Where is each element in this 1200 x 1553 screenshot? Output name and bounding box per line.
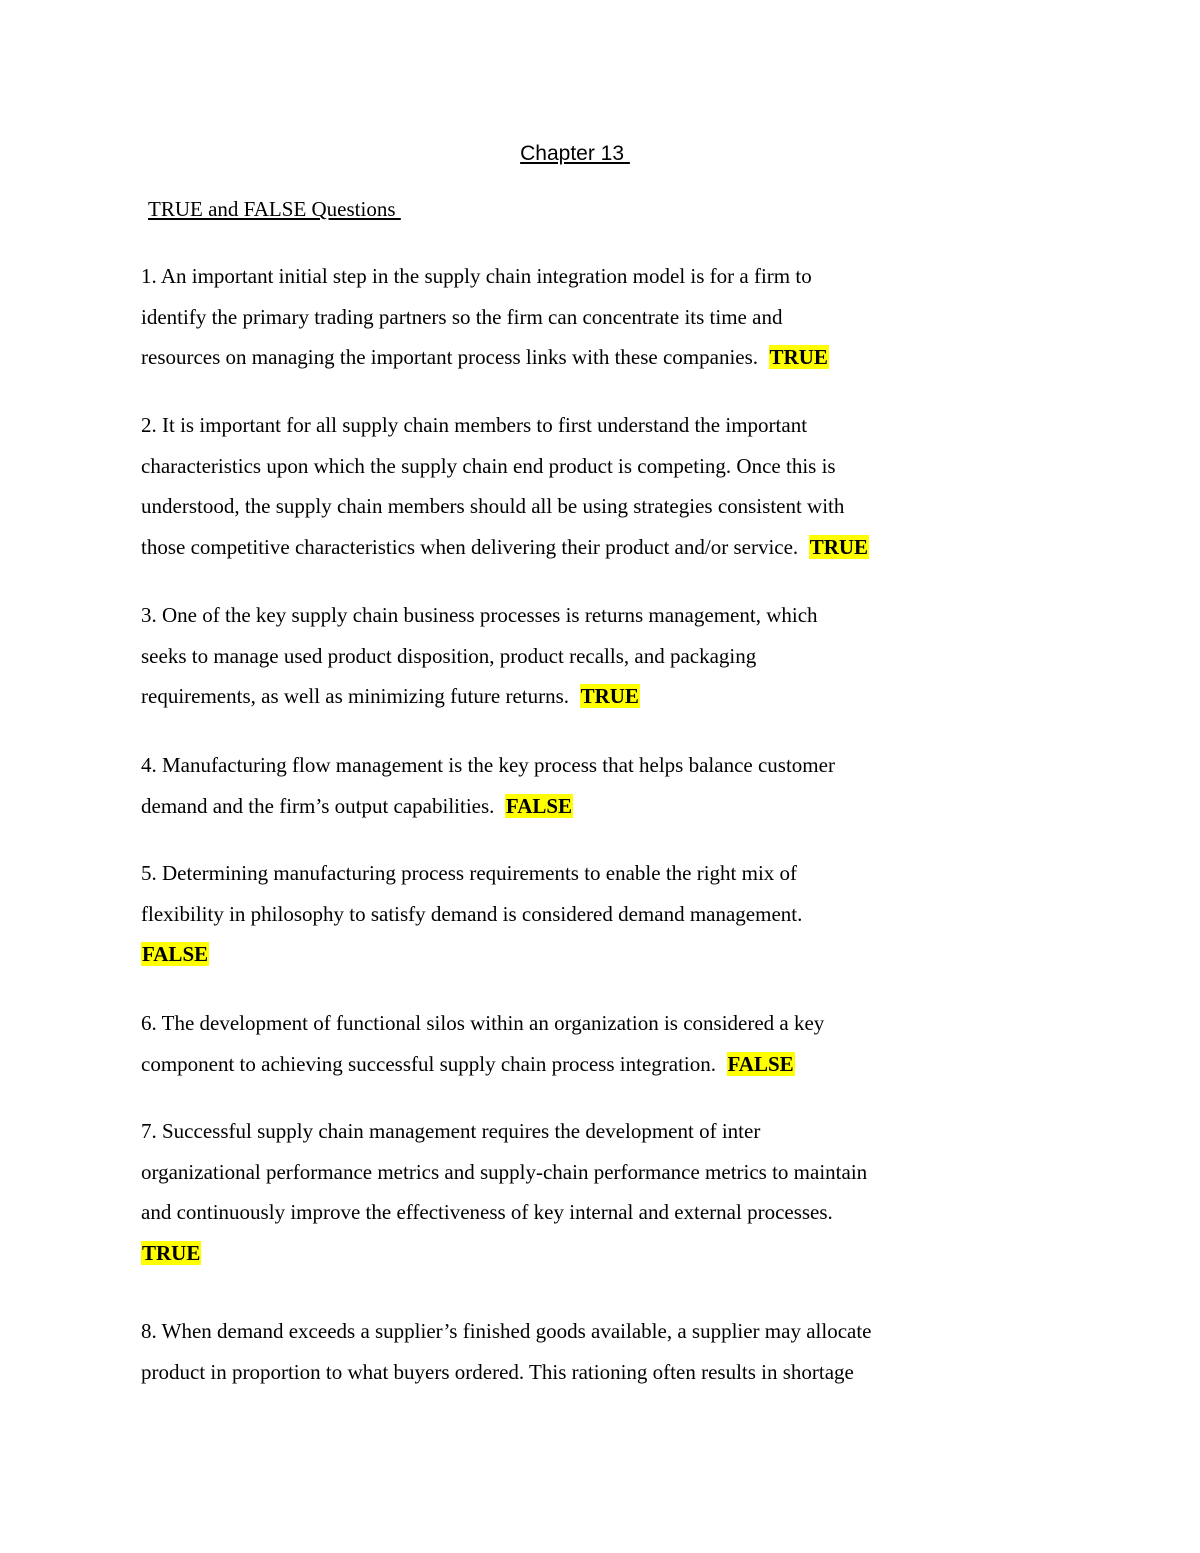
question-line-last: [141, 527, 971, 568]
question-item: [141, 256, 971, 378]
question-item: [141, 1003, 971, 1084]
question-item: [141, 853, 971, 975]
question-line-last: [141, 1233, 971, 1274]
question-line: seeks to manage used product disposition, product recalls, and packaging: [141, 643, 757, 668]
answer-highlight: TRUE: [809, 534, 869, 559]
question-line: 3. One of the key supply chain business processes is returns management, which: [141, 603, 818, 627]
answer-highlight: FALSE: [727, 1051, 794, 1076]
answer-highlight: TRUE: [769, 345, 828, 369]
answer-highlight: TRUE: [142, 1240, 201, 1265]
question-line: 2. It is important for all supply chain members to first understand the important: [141, 413, 808, 437]
question-line: flexibility in philosophy to satisfy demand is considered demand management.: [141, 901, 803, 926]
answer-highlight: FALSE: [142, 942, 209, 966]
question-line: 4. Manufacturing flow management is the key process that helps balance customer: [141, 753, 835, 777]
question-line: characteristics upon which the supply chain end product is competing. Once this is: [141, 453, 836, 478]
question-item: [141, 595, 971, 717]
question-line: organizational performance metrics and supply-chain performance metrics to maintain: [141, 1159, 868, 1184]
question-line: 5. Determining manufacturing process requirements to enable the right mix of: [141, 861, 798, 885]
question-line: understood, the supply chain members should all be using strategies consistent with: [141, 494, 845, 518]
question-item: [141, 1111, 971, 1273]
question-text: resources on managing the important process links with these companies.: [141, 345, 759, 369]
chapter-title: Chapter 13: [520, 142, 630, 165]
question-line: and continuously improve the effectiveness of key internal and external processes.: [141, 1200, 833, 1224]
question-line: 6. The development of functional silos within an organization is considered a key: [141, 1011, 825, 1035]
question-line-last: [141, 676, 971, 717]
question-text: requirements, as well as minimizing future returns.: [141, 684, 570, 708]
question-text: demand and the firm’s output capabilities.: [141, 793, 495, 818]
question-line: 1. An important initial step in the supply chain integration model is for a firm to: [141, 264, 812, 288]
answer-highlight: FALSE: [505, 793, 573, 818]
question-item: [141, 1311, 971, 1392]
question-line: product in proportion to what buyers ordered. This rationing often results in shortage: [141, 1359, 854, 1384]
question-line-last: [141, 786, 971, 827]
question-line-last: [141, 1044, 971, 1085]
question-item: [141, 745, 971, 826]
question-line: 7. Successful supply chain management requires the development of inter: [141, 1119, 761, 1143]
question-line: identify the primary trading partners so the firm can concentrate its time and: [141, 304, 783, 329]
question-line-last: [141, 934, 971, 975]
question-item: [141, 405, 971, 567]
question-text: those competitive characteristics when delivering their product and/or service.: [141, 534, 799, 559]
question-text: component to achieving successful supply chain process integration.: [141, 1051, 717, 1076]
question-line-last: [141, 337, 971, 378]
question-line: 8. When demand exceeds a supplier’s finished goods available, a supplier may allocate: [141, 1319, 872, 1343]
answer-highlight: TRUE: [580, 684, 639, 708]
section-heading: TRUE and FALSE Questions: [148, 197, 401, 221]
